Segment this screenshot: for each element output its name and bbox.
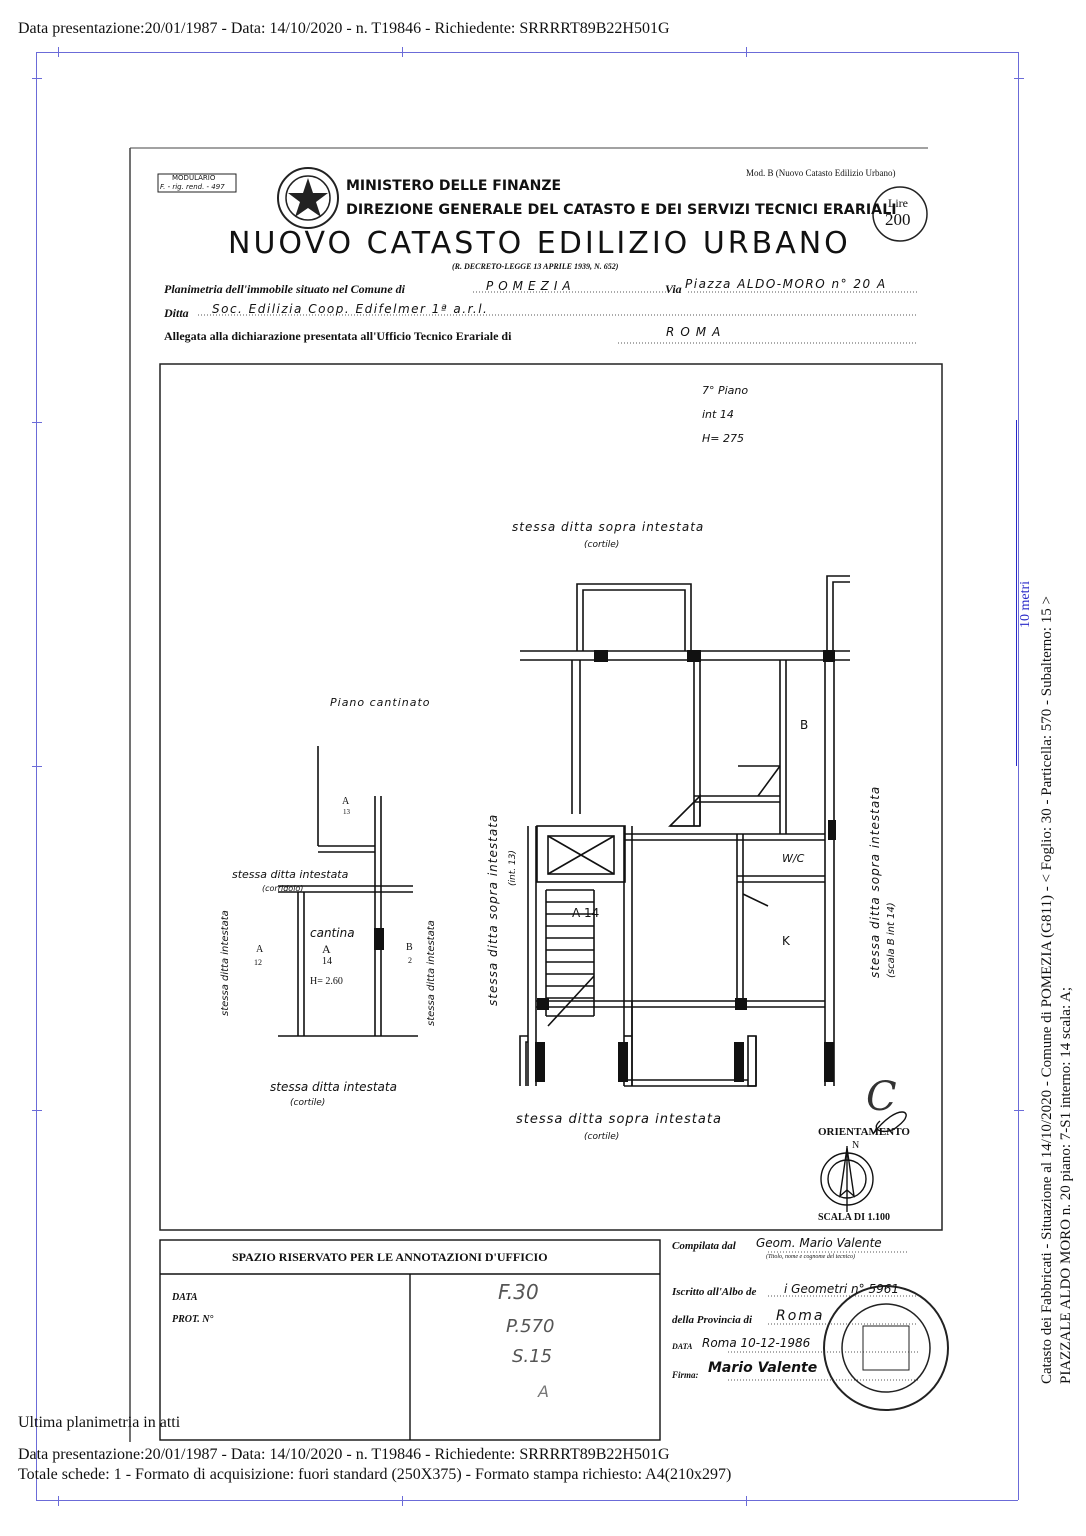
- planimetria-label: Planimetria dell'immobile situato nel Comune di: [164, 282, 406, 296]
- cellar-a13: A: [342, 796, 350, 807]
- data-place-label: DATA: [672, 1342, 693, 1351]
- side-line-2: PIAZZALE ALDO MORO n. 20 piano: 7-S1 interno: 14 scala: A;: [1058, 986, 1074, 1384]
- ministry-title: MINISTERO DELLE FINANZE: [346, 178, 562, 194]
- frame-tick: [32, 78, 42, 79]
- provincia-label: della Provincia di: [672, 1314, 753, 1326]
- address-value: Piazza ALDO-MORO n° 20 A: [685, 277, 887, 291]
- office-box: [160, 1240, 660, 1440]
- right-neighbor-label: stessa ditta sopra intestata: [868, 785, 882, 978]
- frame-tick: [402, 1496, 403, 1506]
- office-note-3: S.15: [512, 1346, 553, 1367]
- compilata-value: Geom. Mario Valente: [756, 1236, 882, 1250]
- side-line-1: Catasto dei Fabbricati - Situazione al 14/10/2020 - Comune di POMEZIA (G811) - < Foglio: 30 - Particella: 570 - Subalterno: 15 >: [1039, 596, 1055, 1384]
- office-prot-label: PROT. N°: [172, 1314, 214, 1325]
- office-note-2: P.570: [506, 1316, 555, 1337]
- cantina-n: 14: [322, 956, 332, 967]
- comune-value: POMEZIA: [486, 279, 576, 293]
- frame-right: [1018, 52, 1019, 1500]
- stamp: [824, 1286, 948, 1410]
- iscritto-value: i Geometri n° 5961: [784, 1282, 899, 1296]
- footer-line-2: Totale schede: 1 - Formato di acquisizione: fuori standard (250X375) - Formato stampa richiesto: A4(210x297): [18, 1466, 732, 1483]
- north-label: N: [852, 1140, 860, 1151]
- office-title: SPAZIO RISERVATO PER LE ANNOTAZIONI D'UFFICIO: [232, 1250, 548, 1264]
- cellar-title: Piano cantinato: [330, 696, 431, 709]
- scale-ruler: [1016, 420, 1017, 766]
- header-text: Data presentazione:20/01/1987 - Data: 14/10/2020 - n. T19846 - Richiedente: SRRRRT89B22H501G: [18, 20, 670, 37]
- cellar-left: stessa ditta intestata: [220, 910, 231, 1016]
- cellar-bottom-sub: (cortile): [290, 1098, 326, 1108]
- frame-tick: [58, 1496, 59, 1506]
- cellar-b2: B: [406, 942, 413, 953]
- ditta-label: Ditta: [164, 306, 189, 320]
- altezza-label: H= 275: [702, 432, 744, 445]
- bottom-neighbor-sub: (cortile): [584, 1132, 620, 1142]
- room-b: B: [800, 718, 809, 732]
- frame-tick: [746, 1496, 747, 1506]
- lire-value: 200: [885, 210, 911, 229]
- side-cadastral-info: [1038, 596, 1076, 1384]
- via-label: Via: [665, 282, 682, 296]
- office-data-label: DATA: [172, 1292, 198, 1303]
- cellar-corridor-sub: (corridoio): [262, 884, 304, 893]
- frame-top: [36, 52, 1018, 53]
- frame-tick: [402, 47, 403, 57]
- room-wc: W/C: [782, 852, 805, 865]
- cantina-a: A: [322, 942, 331, 956]
- cellar-a12-n: 12: [254, 958, 262, 967]
- cantina-label: cantina: [310, 926, 355, 940]
- firma-value: Mario Valente: [708, 1360, 818, 1376]
- frame-tick: [58, 47, 59, 57]
- interno-label: int 14: [702, 408, 734, 421]
- document-title: NUOVO CATASTO EDILIZIO URBANO: [228, 226, 851, 261]
- frame-left: [36, 52, 37, 1500]
- frame-bottom: [36, 1500, 1018, 1501]
- frame-tick: [1014, 78, 1024, 79]
- frame-tick: [746, 47, 747, 57]
- ufficio-value: ROMA: [666, 325, 727, 339]
- lire-label: Lire: [888, 196, 908, 210]
- direzione-title: DIREZIONE GENERALE DEL CATASTO E DEI SERVIZI TECNICI ERARIALI: [346, 202, 897, 218]
- scale-ruler-label: 10 metri: [1018, 580, 1033, 628]
- right-neighbor-sub: (scala B int 14): [886, 902, 897, 978]
- provincia-value: Roma: [776, 1308, 825, 1324]
- left-neighbor-sub: (int. 13): [508, 850, 518, 886]
- compilata-label: Compilata dal: [672, 1240, 736, 1252]
- frame-tick: [32, 1110, 42, 1111]
- footer-line-1: Data presentazione:20/01/1987 - Data: 14/10/2020 - n. T19846 - Richiedente: SRRRRT89B22H501G: [18, 1446, 670, 1463]
- firma-label: Firma:: [672, 1370, 699, 1380]
- piano-label: 7° Piano: [702, 384, 749, 397]
- frame-tick: [1014, 1110, 1024, 1111]
- cellar-right: stessa ditta intestata: [426, 920, 437, 1026]
- bottom-neighbor-label: stessa ditta sopra intestata: [516, 1112, 722, 1127]
- left-neighbor-label: stessa ditta sopra intestata: [486, 813, 500, 1006]
- office-note-4: A: [538, 1382, 549, 1401]
- cellar-corridor: stessa ditta intestata: [232, 868, 349, 881]
- orientamento-label: ORIENTAMENTO: [818, 1126, 910, 1138]
- allegata-label: Allegata alla dichiarazione presentata all'Ufficio Tecnico Erariale di: [164, 329, 512, 343]
- decree-text: (R. DECRETO-LEGGE 13 APRILE 1939, N. 652): [452, 262, 619, 271]
- top-neighbor-sub: (cortile): [584, 540, 620, 550]
- mod-b-label: Mod. B (Nuovo Catasto Edilizio Urbano): [746, 168, 896, 178]
- modulario-sub: F. - rig. rend. - 497: [160, 183, 225, 191]
- ditta-value: Soc. Edilizia Coop. Edifelmer 1ª a.r.l.: [212, 302, 489, 316]
- cantina-h: H= 2.60: [310, 976, 343, 987]
- floor-plan: [520, 576, 850, 1086]
- cellar-b2-n: 2: [408, 956, 412, 965]
- scanned-form: [128, 146, 964, 1442]
- frame-tick: [32, 766, 42, 767]
- cellar-bottom: stessa ditta intestata: [270, 1080, 397, 1094]
- cellar-a12: A: [256, 944, 264, 955]
- office-note-1: F.30: [498, 1280, 539, 1304]
- ultima-planimetria: Ultima planimetria in atti: [18, 1414, 181, 1431]
- room-a14: A 14: [572, 906, 600, 920]
- modulario-label: MODULARIO: [172, 174, 216, 182]
- data-place-value: Roma 10-12-1986: [702, 1336, 811, 1350]
- cellar-a13-n: 13: [343, 808, 350, 816]
- scala-label: SCALA DI 1.100: [818, 1212, 890, 1223]
- compilata-sub: (Titolo, nome e cognome del tecnico): [766, 1254, 855, 1260]
- room-k: K: [782, 934, 790, 948]
- top-neighbor-label: stessa ditta sopra intestata: [512, 520, 705, 534]
- iscritto-label: Iscritto all'Albo de: [672, 1286, 757, 1298]
- mark-c: C: [866, 1074, 897, 1120]
- frame-tick: [32, 422, 42, 423]
